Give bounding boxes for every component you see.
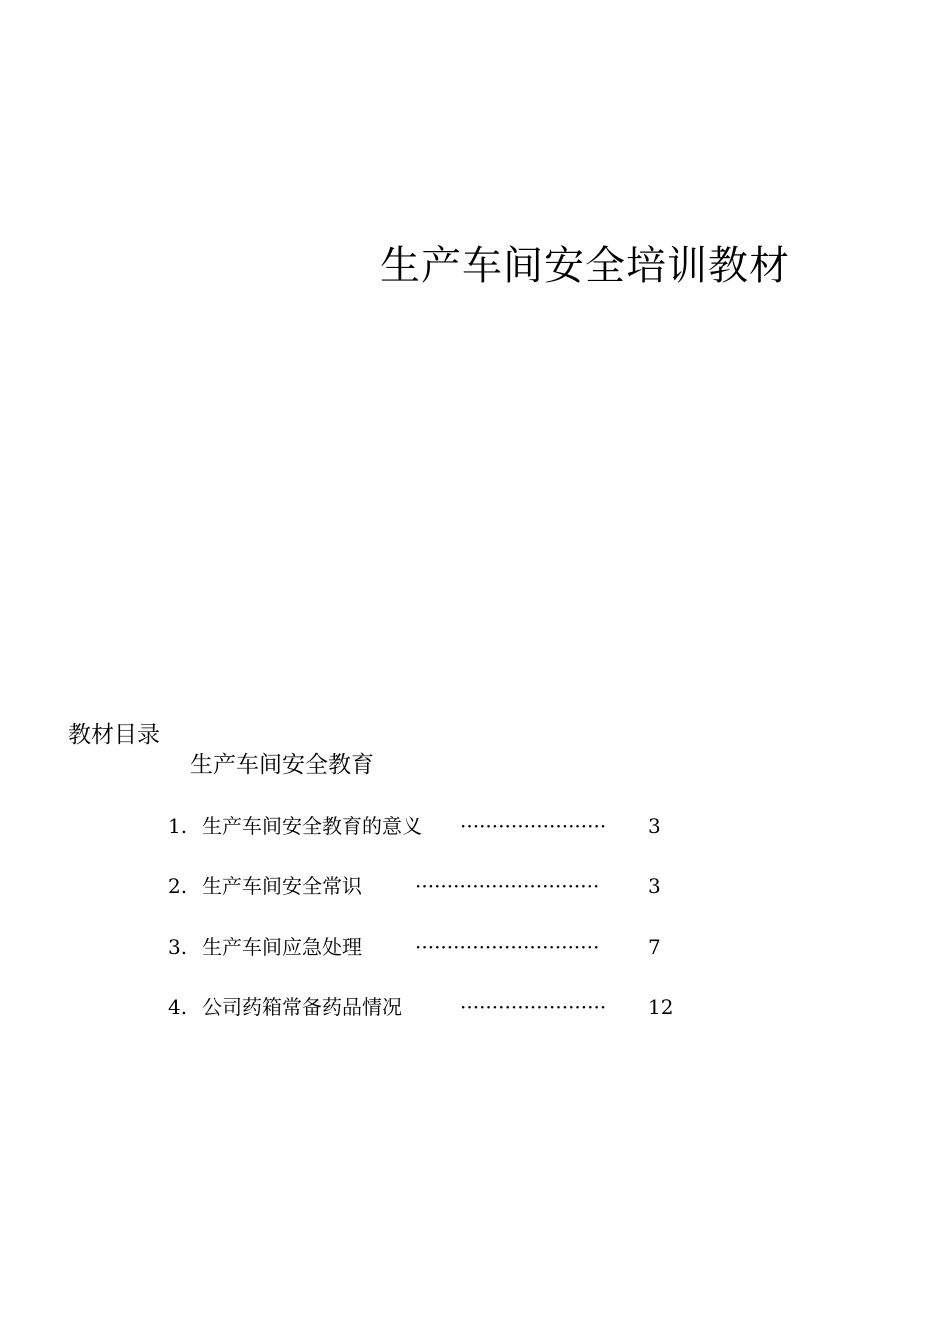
toc-entry-text: 生产车间安全教育的意义 — [202, 814, 422, 838]
toc-entry-number: 3. — [168, 935, 188, 959]
toc-entry-leader: ······················· — [460, 814, 607, 838]
toc-entry-text: 生产车间应急处理 — [202, 935, 362, 959]
toc-entry-text: 生产车间安全常识 — [202, 874, 362, 898]
toc-entry-3[interactable] — [0, 931, 950, 963]
toc-heading: 教材目录 — [68, 722, 160, 748]
toc-subtitle: 生产车间安全教育 — [190, 752, 374, 778]
toc-entry-2[interactable] — [0, 870, 950, 902]
toc-entry-4[interactable] — [0, 991, 950, 1023]
toc-entry-text: 公司药箱常备药品情况 — [202, 995, 402, 1019]
toc-entry-number: 4. — [168, 995, 188, 1019]
toc-entry-number: 2. — [168, 874, 188, 898]
toc-entry-page: 12 — [648, 995, 674, 1019]
toc-entry-leader: ····························· — [415, 874, 600, 898]
toc-entry-number: 1. — [168, 814, 188, 838]
toc-entry-leader: ····························· — [415, 935, 600, 959]
toc-entry-page: 3 — [648, 814, 661, 838]
toc-entry-page: 7 — [648, 935, 661, 959]
toc-entry-leader: ······················· — [460, 995, 607, 1019]
toc-entry-1[interactable] — [0, 810, 950, 842]
toc-entry-page: 3 — [648, 874, 661, 898]
document-title: 生产车间安全培训教材 — [380, 243, 790, 289]
